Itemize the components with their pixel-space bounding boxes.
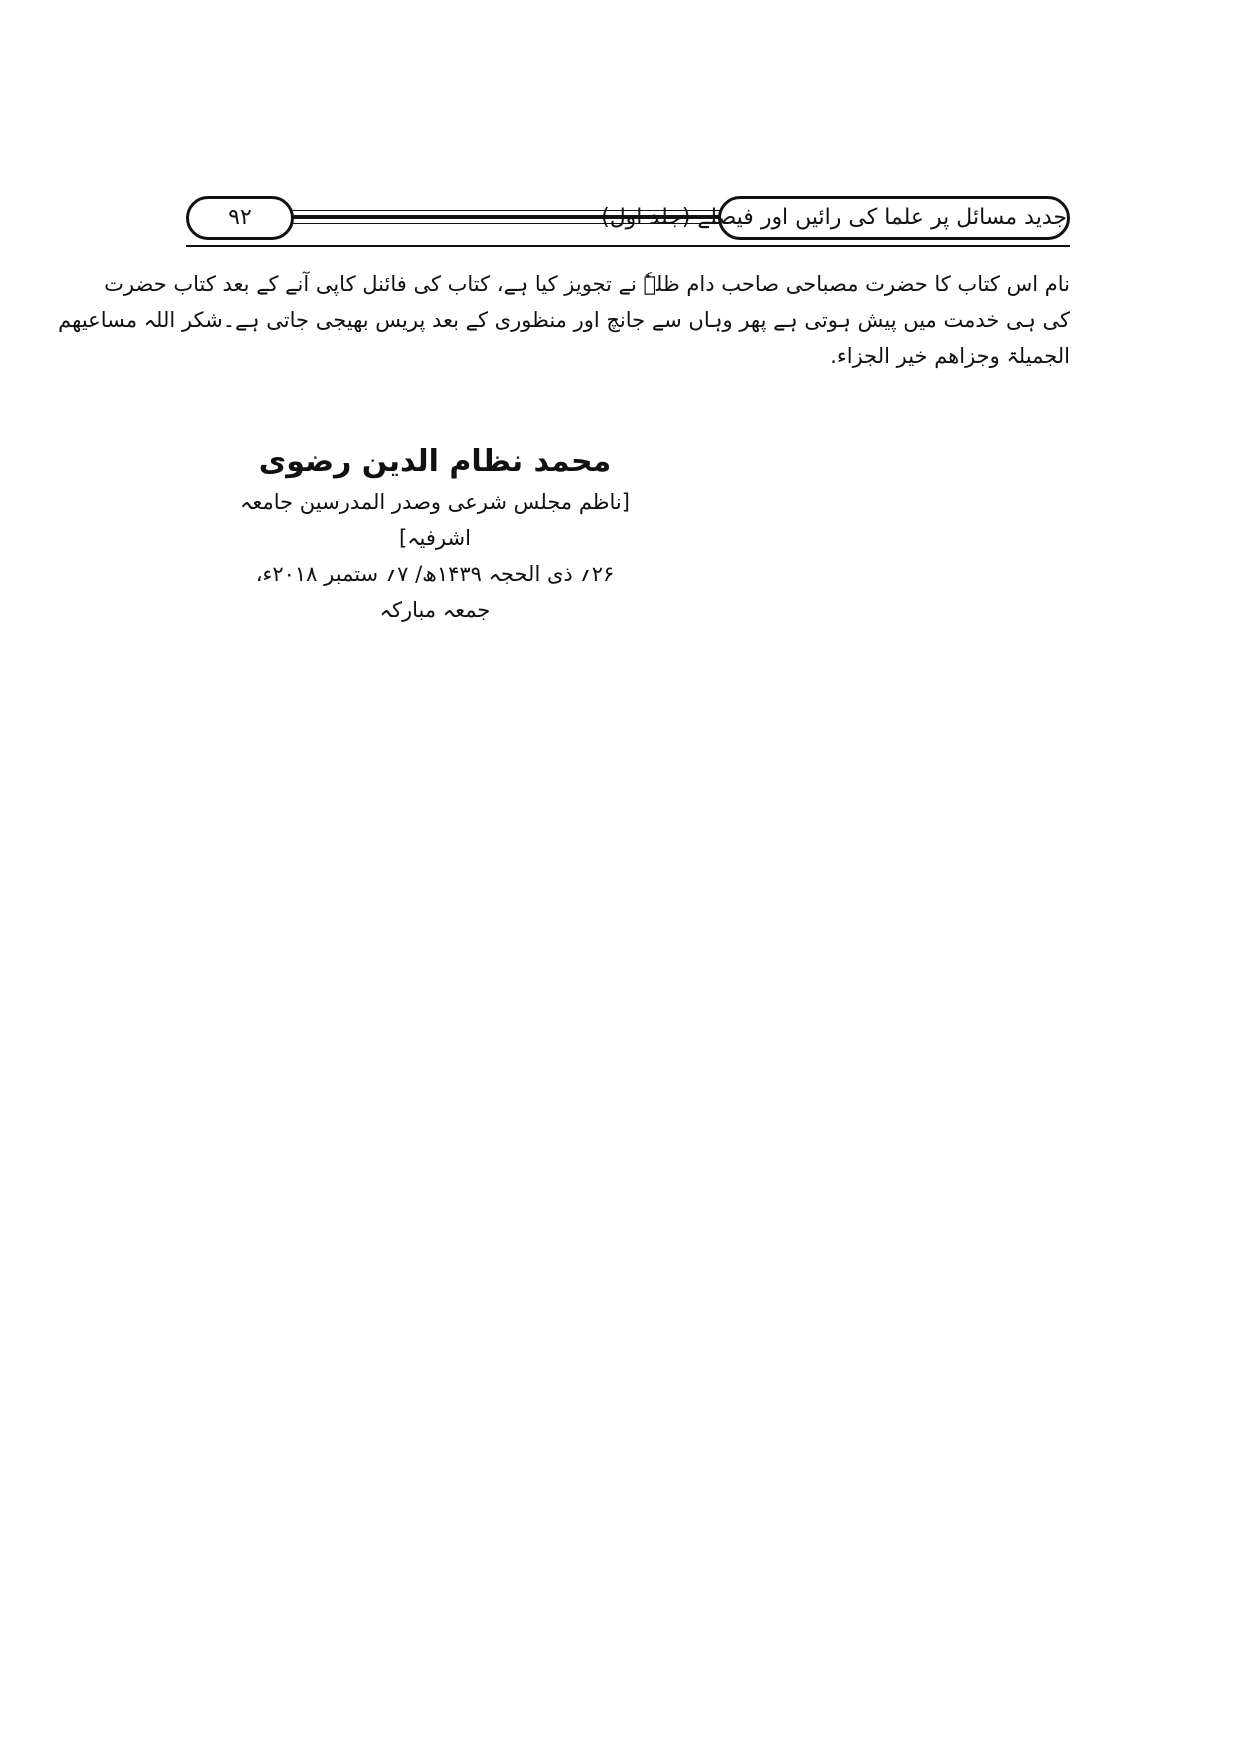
body-paragraph bbox=[58, 266, 1070, 374]
body-line: نام اس کتاب کا حضرت مصباحی صاحب دام ظلہٗ نے تجویز کیا ہے، کتاب کی فائنل کاپی آنے کے بعد کتاب حضرت bbox=[104, 272, 1070, 296]
signature-block bbox=[240, 440, 630, 628]
book-title-box bbox=[601, 196, 1070, 240]
signatory-name: محمد نظام الدین رضوی bbox=[258, 444, 612, 479]
running-header bbox=[186, 196, 1070, 248]
signatory-role: [ناظم مجلس شرعی وصدر المدرسین جامعہ اشرفیہ] bbox=[240, 490, 630, 550]
book-title: جدید مسائل پر علما کی رائیں اور فیصلے (جلد اول) bbox=[601, 205, 1067, 230]
body-line: الجمیلۃ وجزاھم خیر الجزاء. bbox=[830, 344, 1070, 368]
header-underline bbox=[186, 245, 1070, 247]
signature-date: ۲۶؍ ذی الحجہ ۱۴۳۹ھ/ ۷؍ ستمبر ۲۰۱۸ء، جمعہ مبارکہ bbox=[255, 562, 615, 622]
body-line: کی ہی خدمت میں پیش ہوتی ہے پھر وہاں سے جانچ اور منظوری کے بعد پریس بھیجی جاتی ہے۔شکر اللہ مساعیھم bbox=[58, 308, 1070, 332]
page-number-box bbox=[186, 196, 294, 240]
page-number: ۹۲ bbox=[228, 205, 252, 230]
